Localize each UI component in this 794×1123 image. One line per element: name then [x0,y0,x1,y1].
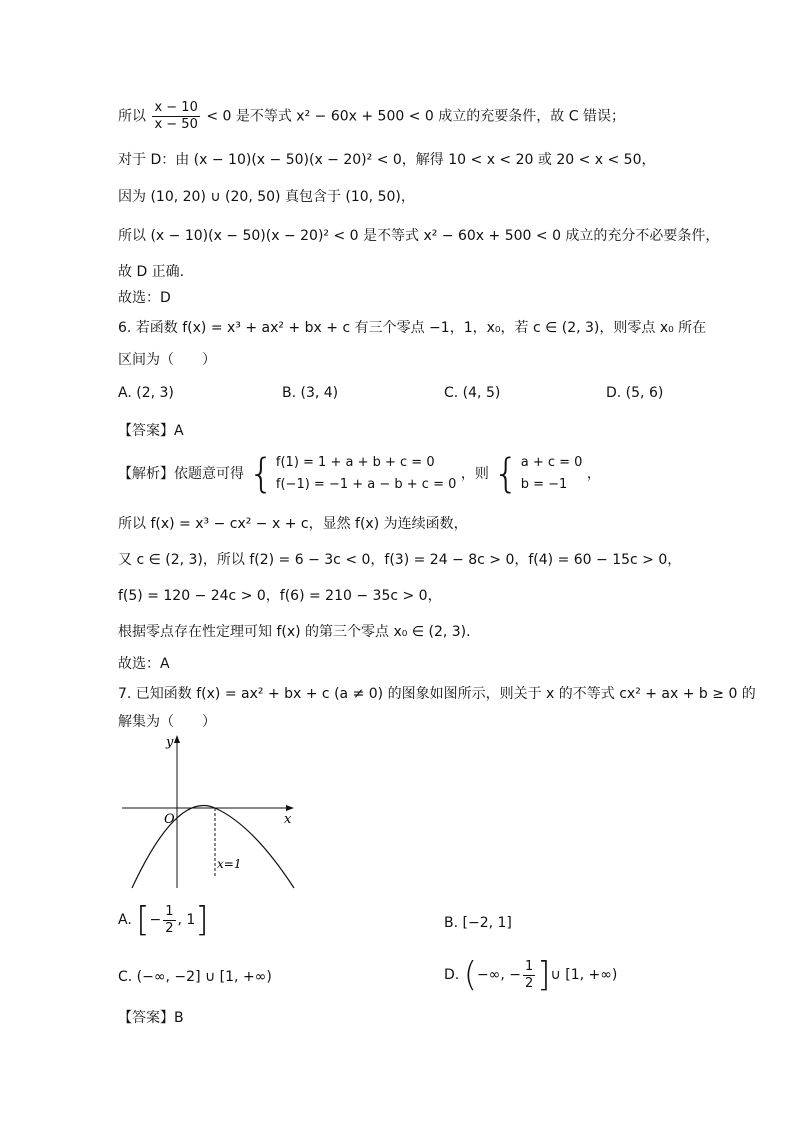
line-11: 故选：A [118,656,170,672]
answer-7: 【答案】B [118,1010,184,1026]
equation-system-1: { f(1) = 1 + a + b + c = 0 f(−1) = −1 + a − b + c = 0 [248,451,457,497]
line-3: 因为 (10, 20) ∪ (20, 50) 真包含于 (10, 50)， [118,189,415,205]
parabola-curve [132,805,294,888]
symmetry-line-label: x=1 [217,857,242,871]
line-5: 故 D 正确. [118,264,185,280]
parabola-graph [118,730,298,892]
system-2-row-1: a + c = 0 [520,455,583,470]
line-2: 对于 D：由 (x − 10)(x − 50)(x − 20)² < 0，解得 10 < x < 20 或 20 < x < 50， [118,152,656,168]
line-7: 所以 f(x) = x³ − cx² − x + c，显然 f(x) 为连续函数， [118,516,468,532]
q7-option-d-pre: −∞, − [476,967,521,983]
q7-option-d-den: 2 [524,975,534,991]
q7-option-a: A. [− $\frac{1}{2}$ , 1] [118,900,209,940]
system-1-row-2: f(−1) = −1 + a − b + c = 0 [275,477,457,492]
fraction [152,100,199,133]
origin-label: O [164,812,175,827]
q6-option-b: B. (3, 4) [282,385,339,401]
q7-option-a-fraction [163,904,175,937]
y-axis-label: y [166,735,174,750]
analysis-line [118,452,601,496]
q7-option-d-num: 1 [524,958,534,974]
line-8: 又 c ∈ (2, 3)，所以 f(2) = 6 − 3c < 0，f(3) = 24 − 8c > 0，f(4) = 60 − 15c > 0， [118,552,682,568]
equation-system-2: { a + c = 0 b = −1 [493,451,583,497]
q7-option-d-label: D. [444,967,460,983]
q6-option-d: D. (5, 6) [606,385,664,401]
q7-option-a-den: 2 [165,920,174,936]
line-6: 故选：D [118,290,171,306]
analysis-comma: ， [586,466,601,482]
q7-option-a-sign: − [149,912,162,928]
q7-option-a-rest: , 1 [177,912,196,928]
x-axis-label: x [284,812,292,827]
question-7-stem-2: 解集为（ ） [118,714,216,730]
q7-option-a-num: 1 [165,903,174,919]
question-6-stem-2: 区间为（ ） [118,352,216,368]
text-l1-b: < 0 是不等式 x² − 60x + 500 < 0 成立的充要条件，故 C 错误； [206,108,625,125]
q6-option-a: A. (2, 3) [118,385,174,401]
q7-option-a-label: A. [118,912,132,928]
x-axis-arrow [286,805,294,811]
q7-option-c: C. (−∞, −2] ∪ [1, +∞) [118,969,272,985]
system-2-row-2: b = −1 [520,477,568,492]
fraction-denominator: x − 50 [154,117,198,132]
line-10: 根据零点存在性定理可知 f(x) 的第三个零点 x₀ ∈ (2, 3). [118,624,471,640]
text-l1-a: 所以 [118,108,146,125]
line-1 [118,100,625,133]
system-1-row-1: f(1) = 1 + a + b + c = 0 [275,455,435,470]
question-6-stem: 6. 若函数 f(x) = x³ + ax² + bx + c 有三个零点 −1，1，x₀，若 c ∈ (2, 3)，则零点 x₀ 所在 [118,320,707,336]
line-9: f(5) = 120 − 24c > 0，f(6) = 210 − 35c > 0， [118,588,442,604]
q7-option-d-fraction [523,959,535,992]
fraction-numerator: x − 10 [154,100,198,115]
analysis-then: ，则 [460,466,489,482]
y-axis-arrow [174,735,180,743]
line-4: 所以 (x − 10)(x − 50)(x − 20)² < 0 是不等式 x² − 60x + 500 < 0 成立的充分不必要条件， [118,228,720,244]
question-7-stem: 7. 已知函数 f(x) = ax² + bx + c (a ≠ 0) 的图象如图所示，则关于 x 的不等式 cx² + ax + b ≥ 0 的 [118,686,756,702]
q7-option-d: D. (−∞, − $\frac{1}{2}$ ]∪ [1, +∞) [444,955,618,995]
q7-option-d-rest: ∪ [1, +∞) [550,967,618,983]
q6-option-c: C. (4, 5) [444,385,501,401]
answer-6: 【答案】A [118,423,184,439]
analysis-label: 【解析】依题意可得 [118,466,244,482]
q7-option-b: B. [−2, 1] [444,915,512,931]
